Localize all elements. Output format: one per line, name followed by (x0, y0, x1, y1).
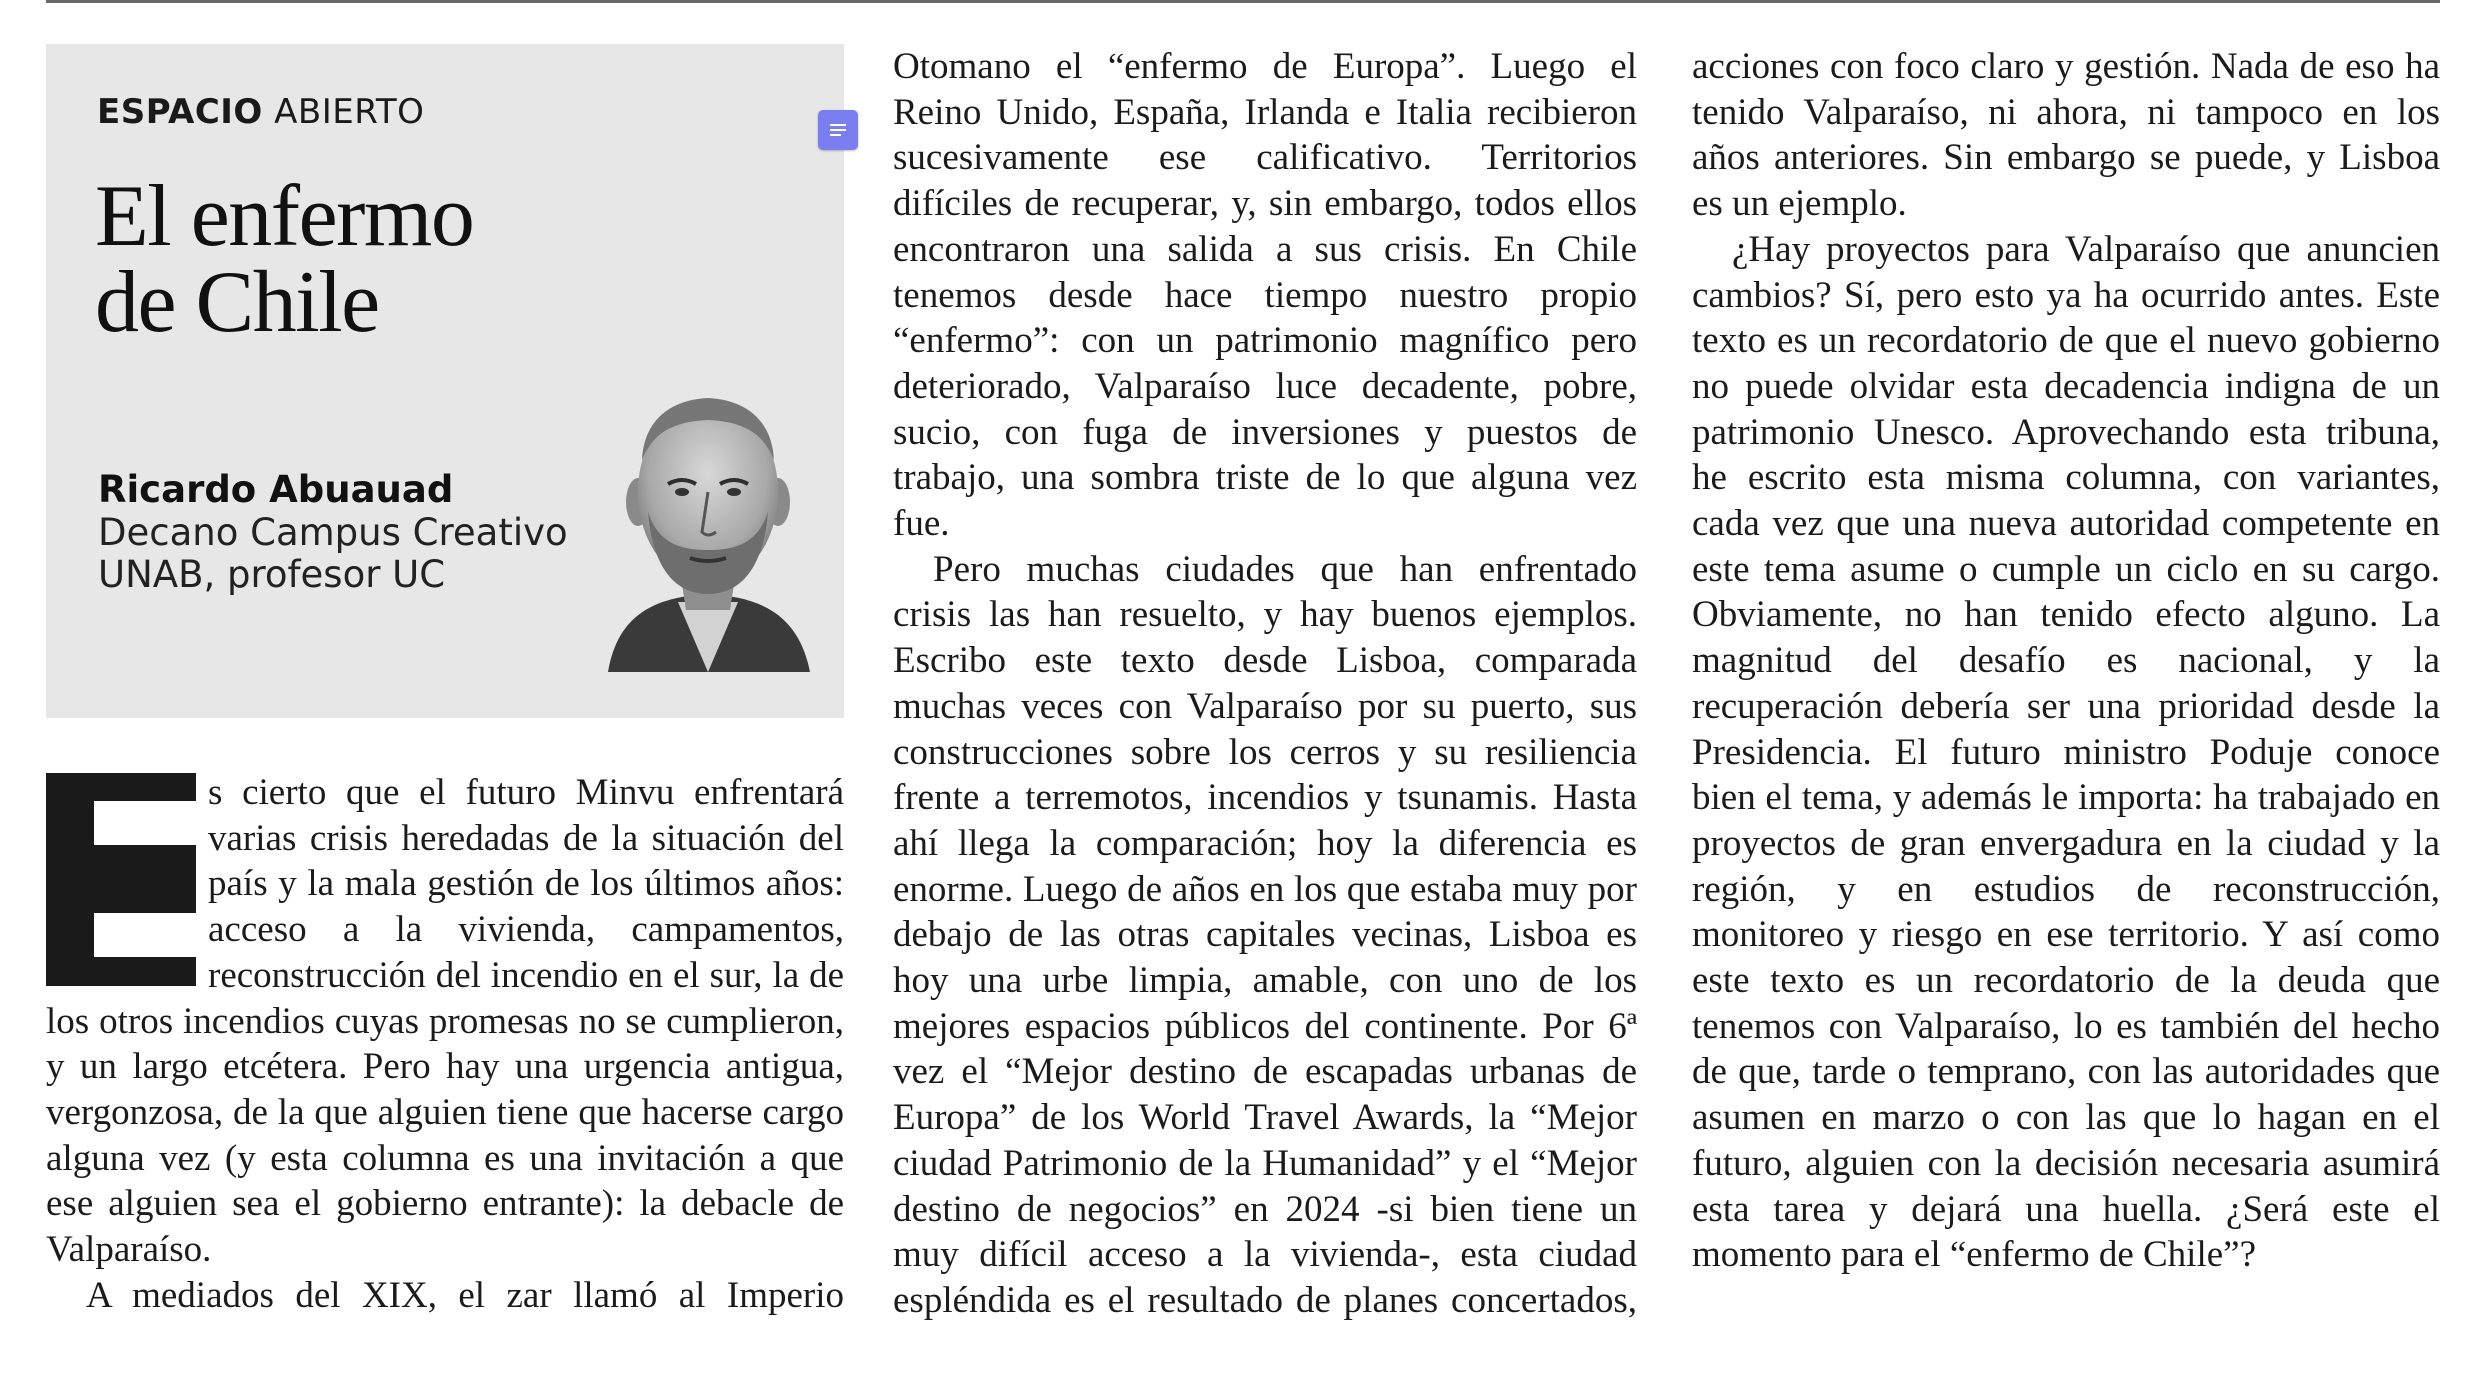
headline-line-1: El enfermo (95, 168, 474, 265)
author-role-line-2: UNAB, profesor UC (98, 553, 446, 596)
author-portrait (598, 372, 818, 672)
paragraph-4: ¿Hay proyectos para Valparaíso que anuncien cambios? Sí, pero esto ya ha ocurrido antes. Este texto es un recordatorio de que el nuevo gobierno no puede olvidar esta decadencia indigna de un patrimonio Unesco. Aprovechando esta tribuna, he escrito esta misma columna, con variantes, cada vez que una nueva autoridad competente en este tema asume o cumple un ciclo en su cargo. Obviamente, no han tenido efecto alguno. La magnitud del desafío es nacional, y la recuperación debería ser una prioridad desde la Presidencia. El futuro ministro Poduje conoce bien el tema, y además le importa: ha trabajado en proyectos de gran envergadura en la ciudad y la región, y en estudios de reconstrucción, monitoreo y riesgo en ese territorio. Y así como este texto es un recordatorio de la deuda que tenemos con Valparaíso, lo es también del hecho de que, tarde o temprano, con las autoridades que asumen en marzo o con las que lo hagan en el futuro, alguien con la decisión necesaria asumirá esta tarea y dejará una huella. ¿Será este el momento para el “enfermo de Chile”? (1692, 228, 2440, 1276)
headline (95, 168, 474, 351)
section-label-light: ABIERTO (274, 92, 425, 132)
paragraph-3-continued: acciones con foco claro y gestión. Nada de eso ha tenido Valparaíso, ni ahora, ni tampoco en los años anteriores. Sin embargo se puede, y Lisboa es un ejemplo. (1692, 46, 2440, 225)
article-column-2 (893, 44, 1637, 1364)
paragraph-1: s cierto que el futuro Minvu enfrentará varias crisis heredadas de la situación del país y la mala gestión de los últimos años: acceso a la vivienda, campamentos, reconstrucción del incendio en el sur, la de los otros incendios cuyas promesas no se cumplieron, y un largo etcétera. Pero hay una urgencia antigua, vergonzosa, de la que alguien tiene que hacerse cargo alguna vez (y esta columna es una invitación a que ese alguien sea el gobierno entrante): la debacle de Valparaíso. (46, 772, 844, 1271)
section-label-bold: ESPACIO (97, 92, 263, 132)
paragraph-2: A mediados del XIX, el zar llamó al Imperio (86, 1274, 844, 1316)
author-role-line-1: Decano Campus Creativo (98, 511, 568, 554)
note-icon[interactable] (818, 110, 858, 150)
top-rule (46, 0, 2440, 3)
author-name: Ricardo Abuauad (98, 468, 454, 511)
article-column-1 (46, 770, 844, 1318)
section-label (97, 92, 424, 132)
article-column-3 (1692, 44, 2440, 1364)
headline-line-2: de Chile (95, 254, 379, 351)
paragraph-3: Pero muchas ciudades que han enfrentado crisis las han resuelto, y hay buenos ejemplos. Escribo este texto desde Lisboa, comparada muchas veces con Valparaíso por su puerto, sus construcciones sobre los cerros y su resiliencia frente a terremotos, incendios y tsunamis. Hasta ahí llega la comparación; hoy la diferencia es enorme. Luego de años en los que estaba muy por debajo de las otras capitales vecinas, Lisboa es hoy una urbe limpia, amable, con uno de los mejores espacios públicos del continente. Por 6ª vez el “Mejor destino de escapadas urbanas de Europa” de los World Travel Awards, la “Mejor ciudad Patrimonio de la Humanidad” y el “Mejor destino de negocios” en 2024 -si bien tiene un muy difícil acceso a la vivienda-, esta ciudad espléndida es el resultado de planes concertados, (893, 548, 1637, 1321)
author-role (98, 512, 658, 596)
header-box (46, 44, 844, 718)
dropcap-letter (46, 773, 196, 986)
paragraph-2-continued: Otomano el “enfermo de Europa”. Luego el Reino Unido, España, Irlanda e Italia recibieron sucesivamente ese calificativo. Territorios difíciles de recuperar, y, sin embargo, todos ellos encontraron una salida a sus crisis. En Chile tenemos desde hace tiempo nuestro propio “enfermo”: con un patrimonio magnífico pero deteriorado, Valparaíso luce decadente, pobre, sucio, con fuga de inversiones y puestos de trabajo, una sombra triste de lo que alguna vez fue. (893, 46, 1637, 545)
